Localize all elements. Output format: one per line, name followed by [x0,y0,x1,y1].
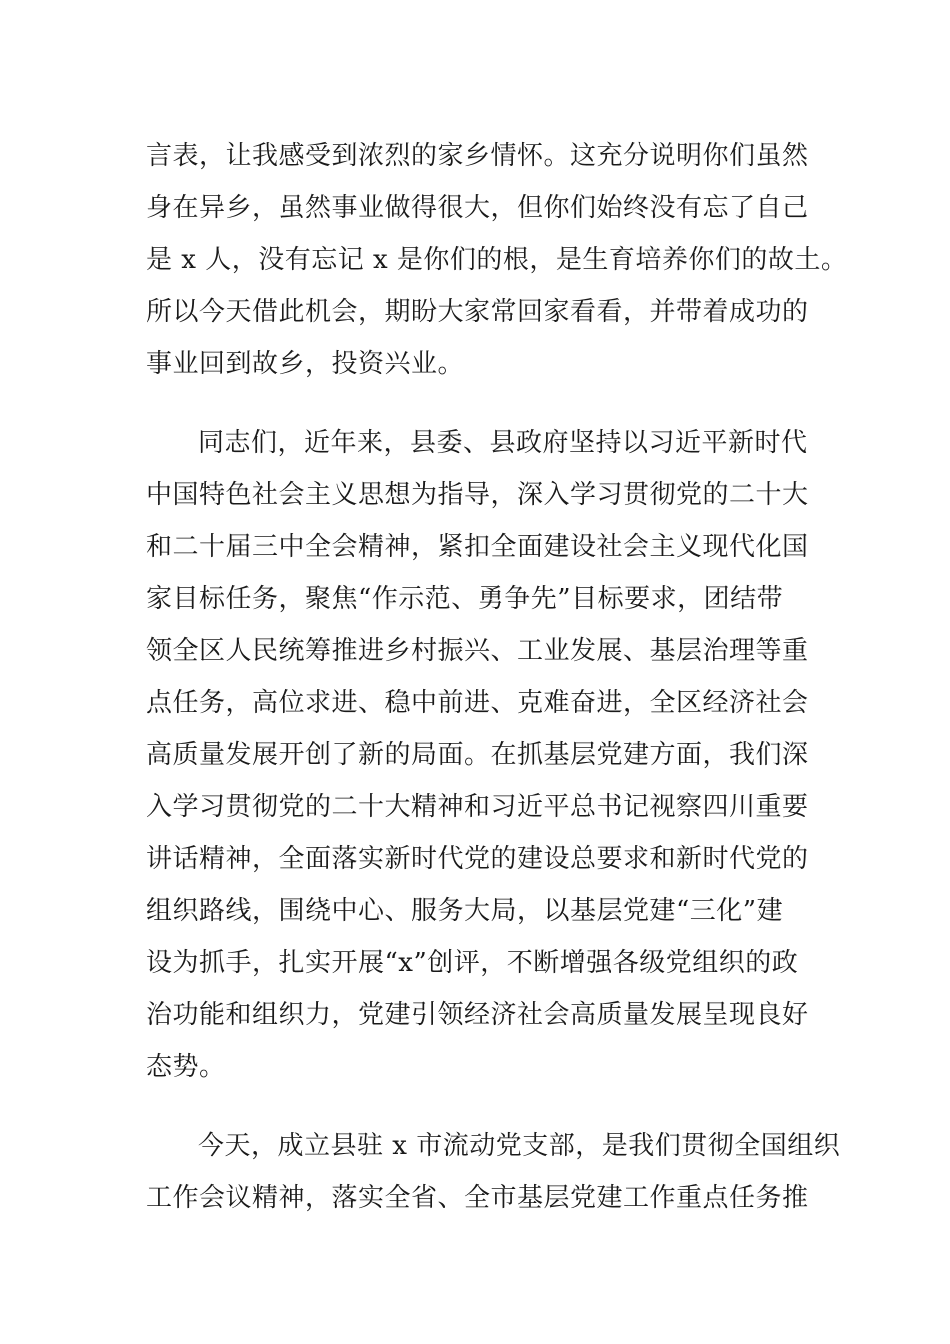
text-line-20: 工作会议精神，落实全省、全市基层党建工作重点任务推 [146,1183,809,1213]
text-line-13: 入学习贯彻党的二十大精神和习近平总书记视察四川重要 [146,792,809,822]
text-line-4: 所以今天借此机会，期盼大家常回家看看，并带着成功的 [146,297,809,327]
text-line-12: 高质量发展开创了新的局面。在抓基层党建方面，我们深 [146,740,809,770]
text-line-17: 治功能和组织力，党建引领经济社会高质量发展呈现良好 [146,1000,809,1030]
text-line-7: 中国特色社会主义思想为指导，深入学习贯彻党的二十大 [146,480,809,510]
text-line-19: 今天，成立县驻 x 市流动党支部，是我们贯彻全国组织 [198,1131,841,1161]
text-line-11: 点任务，高位求进、稳中前进、克难奋进，全区经济社会 [146,688,809,718]
text-line-1: 言表，让我感受到浓烈的家乡情怀。这充分说明你们虽然 [146,141,809,171]
text-line-5: 事业回到故乡，投资兴业。 [146,349,465,379]
text-line-15: 组织路线，围绕中心、服务大局，以基层党建“三化”建 [146,896,784,926]
text-line-2: 身在异乡，虽然事业做得很大，但你们始终没有忘了自己 [146,193,809,223]
text-line-18: 态势。 [146,1052,226,1082]
text-line-8: 和二十届三中全会精神，紧扣全面建设社会主义现代化国 [146,532,809,562]
text-line-9: 家目标任务，聚焦“作示范、勇争先”目标要求，团结带 [146,584,784,614]
text-line-3: 是 x 人，没有忘记 x 是你们的根，是生育培养你们的故土。 [146,245,848,275]
text-line-14: 讲话精神，全面落实新时代党的建设总要求和新时代党的 [146,844,809,874]
text-line-16: 设为抓手，扎实开展“x”创评，不断增强各级党组织的政 [146,948,799,978]
text-line-10: 领全区人民统筹推进乡村振兴、工业发展、基层治理等重 [146,636,809,666]
text-line-6: 同志们，近年来，县委、县政府坚持以习近平新时代 [198,428,808,458]
